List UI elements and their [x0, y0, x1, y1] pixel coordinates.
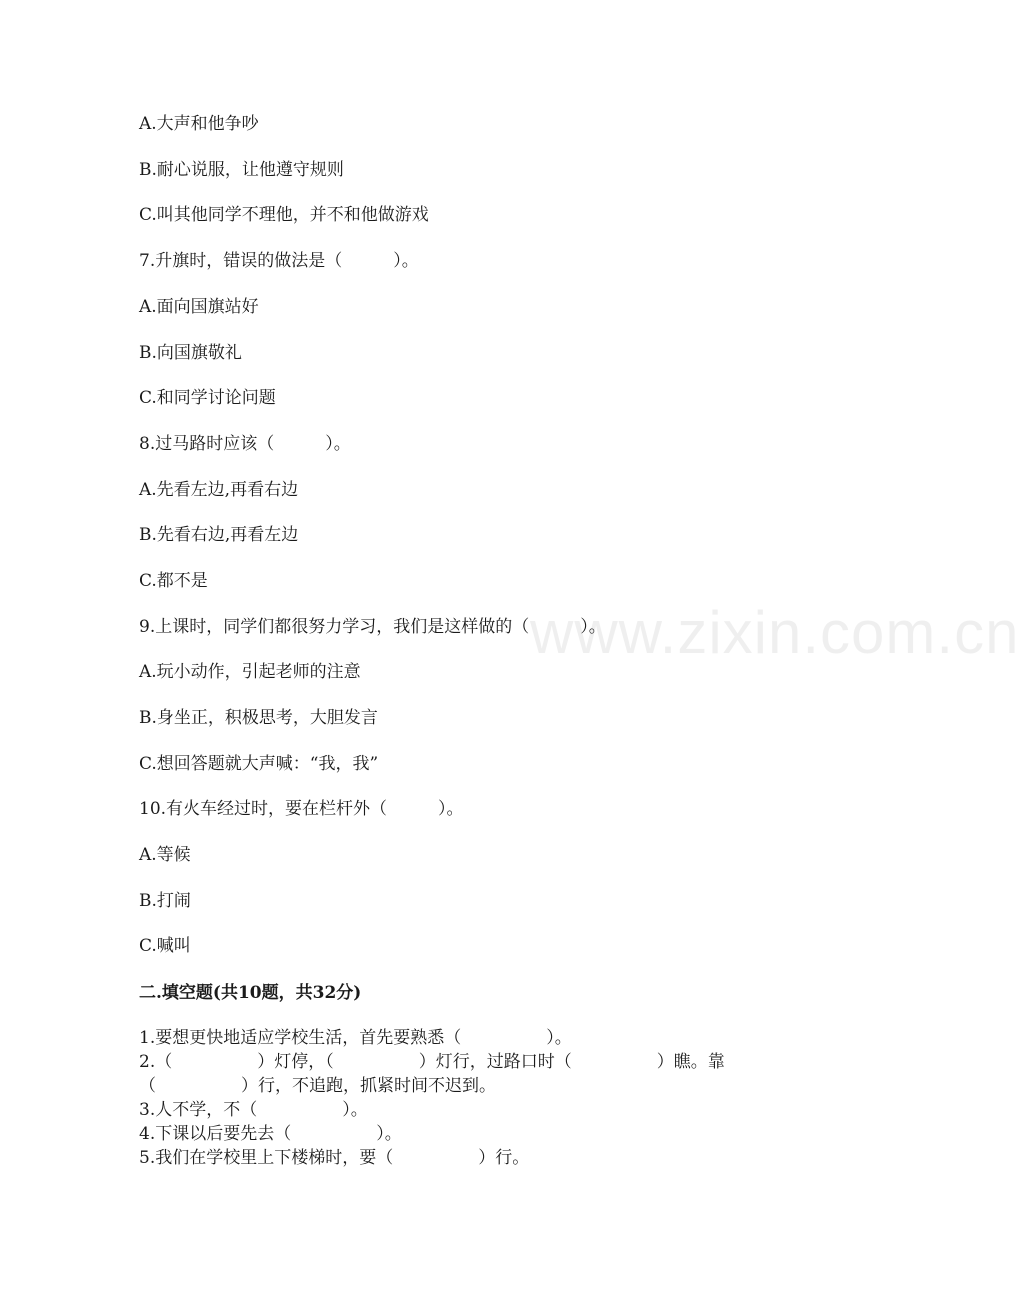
option-8c: C.都不是 [139, 571, 208, 591]
option-10a: A.等候 [139, 845, 191, 865]
option-7c: C.和同学讨论问题 [139, 388, 276, 408]
fill-question-1: 1.要想更快地适应学校生活，首先要熟悉（ ）。 [139, 1028, 572, 1048]
question-9: 9.上课时，同学们都很努力学习，我们是这样做的（ ）。 [139, 617, 606, 637]
question-8: 8.过马路时应该（ ）。 [139, 434, 351, 454]
fill-question-2-cont: （ ）行，不追跑，抓紧时间不迟到。 [139, 1076, 496, 1096]
option-6a: A.大声和他争吵 [139, 114, 259, 134]
fill-question-2: 2.（ ）灯停，（ ）灯行，过路口时（ ）瞧。靠 [139, 1052, 725, 1072]
option-7a: A.面向国旗站好 [139, 297, 259, 317]
option-9b: B.身坐正，积极思考，大胆发言 [139, 708, 378, 728]
option-6c: C.叫其他同学不理他，并不和他做游戏 [139, 205, 429, 225]
option-10c: C.喊叫 [139, 936, 191, 956]
option-7b: B.向国旗敬礼 [139, 343, 242, 363]
section-title: 二.填空题(共10题，共32分) [139, 983, 362, 1003]
option-6b: B.耐心说服，让他遵守规则 [139, 160, 344, 180]
question-10: 10.有火车经过时，要在栏杆外（ ）。 [139, 799, 464, 819]
fill-question-5: 5.我们在学校里上下楼梯时，要（ ）行。 [139, 1148, 530, 1168]
fill-question-3: 3.人不学，不（ ）。 [139, 1100, 368, 1120]
fill-question-4: 4.下课以后要先去（ ）。 [139, 1124, 402, 1144]
option-8a: A.先看左边,再看右边 [139, 480, 299, 500]
watermark: www.zixin.com.cn [530, 599, 1019, 666]
option-8b: B.先看右边,再看左边 [139, 525, 299, 545]
option-9c: C.想回答题就大声喊：“我，我” [139, 754, 379, 774]
question-7: 7.升旗时，错误的做法是（ ）。 [139, 251, 419, 271]
option-10b: B.打闹 [139, 891, 191, 911]
option-9a: A.玩小动作，引起老师的注意 [139, 662, 361, 682]
